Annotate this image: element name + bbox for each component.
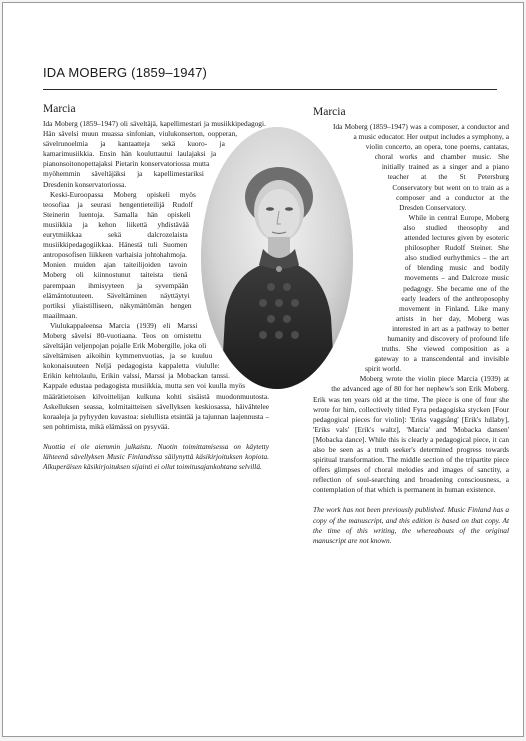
portrait-photo bbox=[201, 127, 353, 389]
finnish-paragraph: Viulukappaleensa Marcia (1939) eli Marssi Moberg sävelsi 80-vuotiaana. Teos on omistettu säveltäjän veljenpojan pojalle Erik Mobergille, joka oli säveltämisen aikoihin kymmenvuotias, ja se kuuluu kokonaisuuteen Neljä pedagogista kappaletta viululle: Erikin kehtolaulu, Erikin valssi, Marssi ja Mobackan tanssi. Kappale edustaa pedagogista musiikkia, mutta sen voi kuulla myös määrätietoisen kilvoittelijan kulkuna kohti sisäistä muodonmuutosta. Askelluksen seassa, kolmitaitteisen sävellyksen keskiosassa, häivähtelee koraaleja ja pyhyyden kuvastoa: sielullista etsintää ja tajunnan laajennusta – sen pohtimista, mikä elämässä on pysyvää. bbox=[43, 320, 269, 431]
spacer bbox=[43, 432, 269, 442]
portrait-illustration bbox=[201, 127, 353, 389]
finnish-heading: Marcia bbox=[43, 103, 76, 115]
english-paragraph: Ida Moberg (1859–1947) was a composer, a conductor and a music educator. Her output includes a symphony, a violin concerto, an opera, tone poems, cantatas, choral works and chamber music. She initially trained as a singer and a piano teacher at the St Petersburg Conservatory but went on to train as a composer and a conductor at the Dresden Conservatory. bbox=[333, 122, 509, 212]
english-paragraph: While in central Europe, Moberg also studied theosophy and attended lectures given by esoteric philosopher Rudolf Steiner. She also studied eurhythmics – the art of blending music and bodily movements – and Dalcroze music pedagogy. She became one of the early leaders of the anthroposophy movement in Finland. Like many artists in her day, Moberg was interested in art as a pathway to better humanity and discovery of profound life truths. She viewed composition as a gateway to a transcendental and invisible spirit world. bbox=[365, 212, 509, 374]
english-note: The work has not been previously published. Music Finland has a copy of the manuscript, and this edition is based on that copy. At the time of this writing, the whereabouts of the original manuscript are not known. bbox=[313, 505, 509, 545]
spacer bbox=[313, 495, 509, 505]
finnish-note: Nuottia ei ole aiemmin julkaistu. Nuotin toimittamisessa on käytetty lähteenä sävellyksen Music Finlandissa säilynyttä käsikirjoituksen kopiota. Alkuperäisen käsikirjoituksen sijainti ei ollut toimitusajankohtana selvillä. bbox=[43, 441, 269, 472]
english-heading: Marcia bbox=[313, 106, 346, 118]
header-rule bbox=[43, 89, 497, 90]
finnish-paragraph: Ida Moberg (1859–1947) oli säveltäjä, kapellimestari ja musiikkipedagogi. Hän sävelsi muun muassa sinfonian, viulukonserton, oopperan, sävelrunoelmia ja kantaatteja sekä kuoro- ja kamarimusiikkia. Ensin hän kouluttautui laulajaksi ja pianonsoitonopettajaksi Pietarin konservatoriossa mutta myöhemmin säveltäjäksi ja kapellimestariksi Dresdenin konservatoriossa. bbox=[43, 119, 266, 189]
page-header: IDA MOBERG (1859–1947) bbox=[43, 65, 208, 80]
english-paragraph: Moberg wrote the violin piece Marcia (1939) at the advanced age of 80 for her nephew's son Erik Moberg. Erik was ten years old at the time. The piece is one of four she wrote for him, collectively titled Fyra pedagogiska stycken [Four pedagogical pieces for violin]: 'Eriks vaggsång' [Erik's lullaby], 'Eriks vals' [Erik's waltz], 'Marcia' and 'Mobacka dansen' [Mobacka dance]. While this is clearly a pedagogical piece, it can also be seen as a truth seeker's determined progress towards spiritual transformation. The middle section of the tripartite piece offers glimpses of choral melodies and images of sanctity, a reflection of soul-searching and broadening consciousness, a contemplation of that which is permanent in human existence. bbox=[313, 374, 509, 495]
english-column bbox=[313, 106, 509, 546]
document-page bbox=[2, 2, 524, 737]
finnish-paragraph: Keski-Euroopassa Moberg opiskeli myös teosofiaa ja seurasi hengentieteilijä Rudolf Steinerin luentoja. Samalla hän opiskeli musiikkia ja kehon liikettä yhdistävää eurytmiikkaa sekä dalcrozelaista musiikkipedagogiikkaa. Hänestä tuli Suomen antroposofisen liikkeen varhaisia johtohahmoja. Monien muiden ajan taiteilijoiden tavoin Moberg oli kiinnostunut taiteista tienä parempaan ihmisyyteen ja syvempään elämäntotuuteen. Säveltäminen näyttäytyi portiksi yliaistilliseen, näkymättömän hengen maailmaan. bbox=[43, 189, 196, 320]
